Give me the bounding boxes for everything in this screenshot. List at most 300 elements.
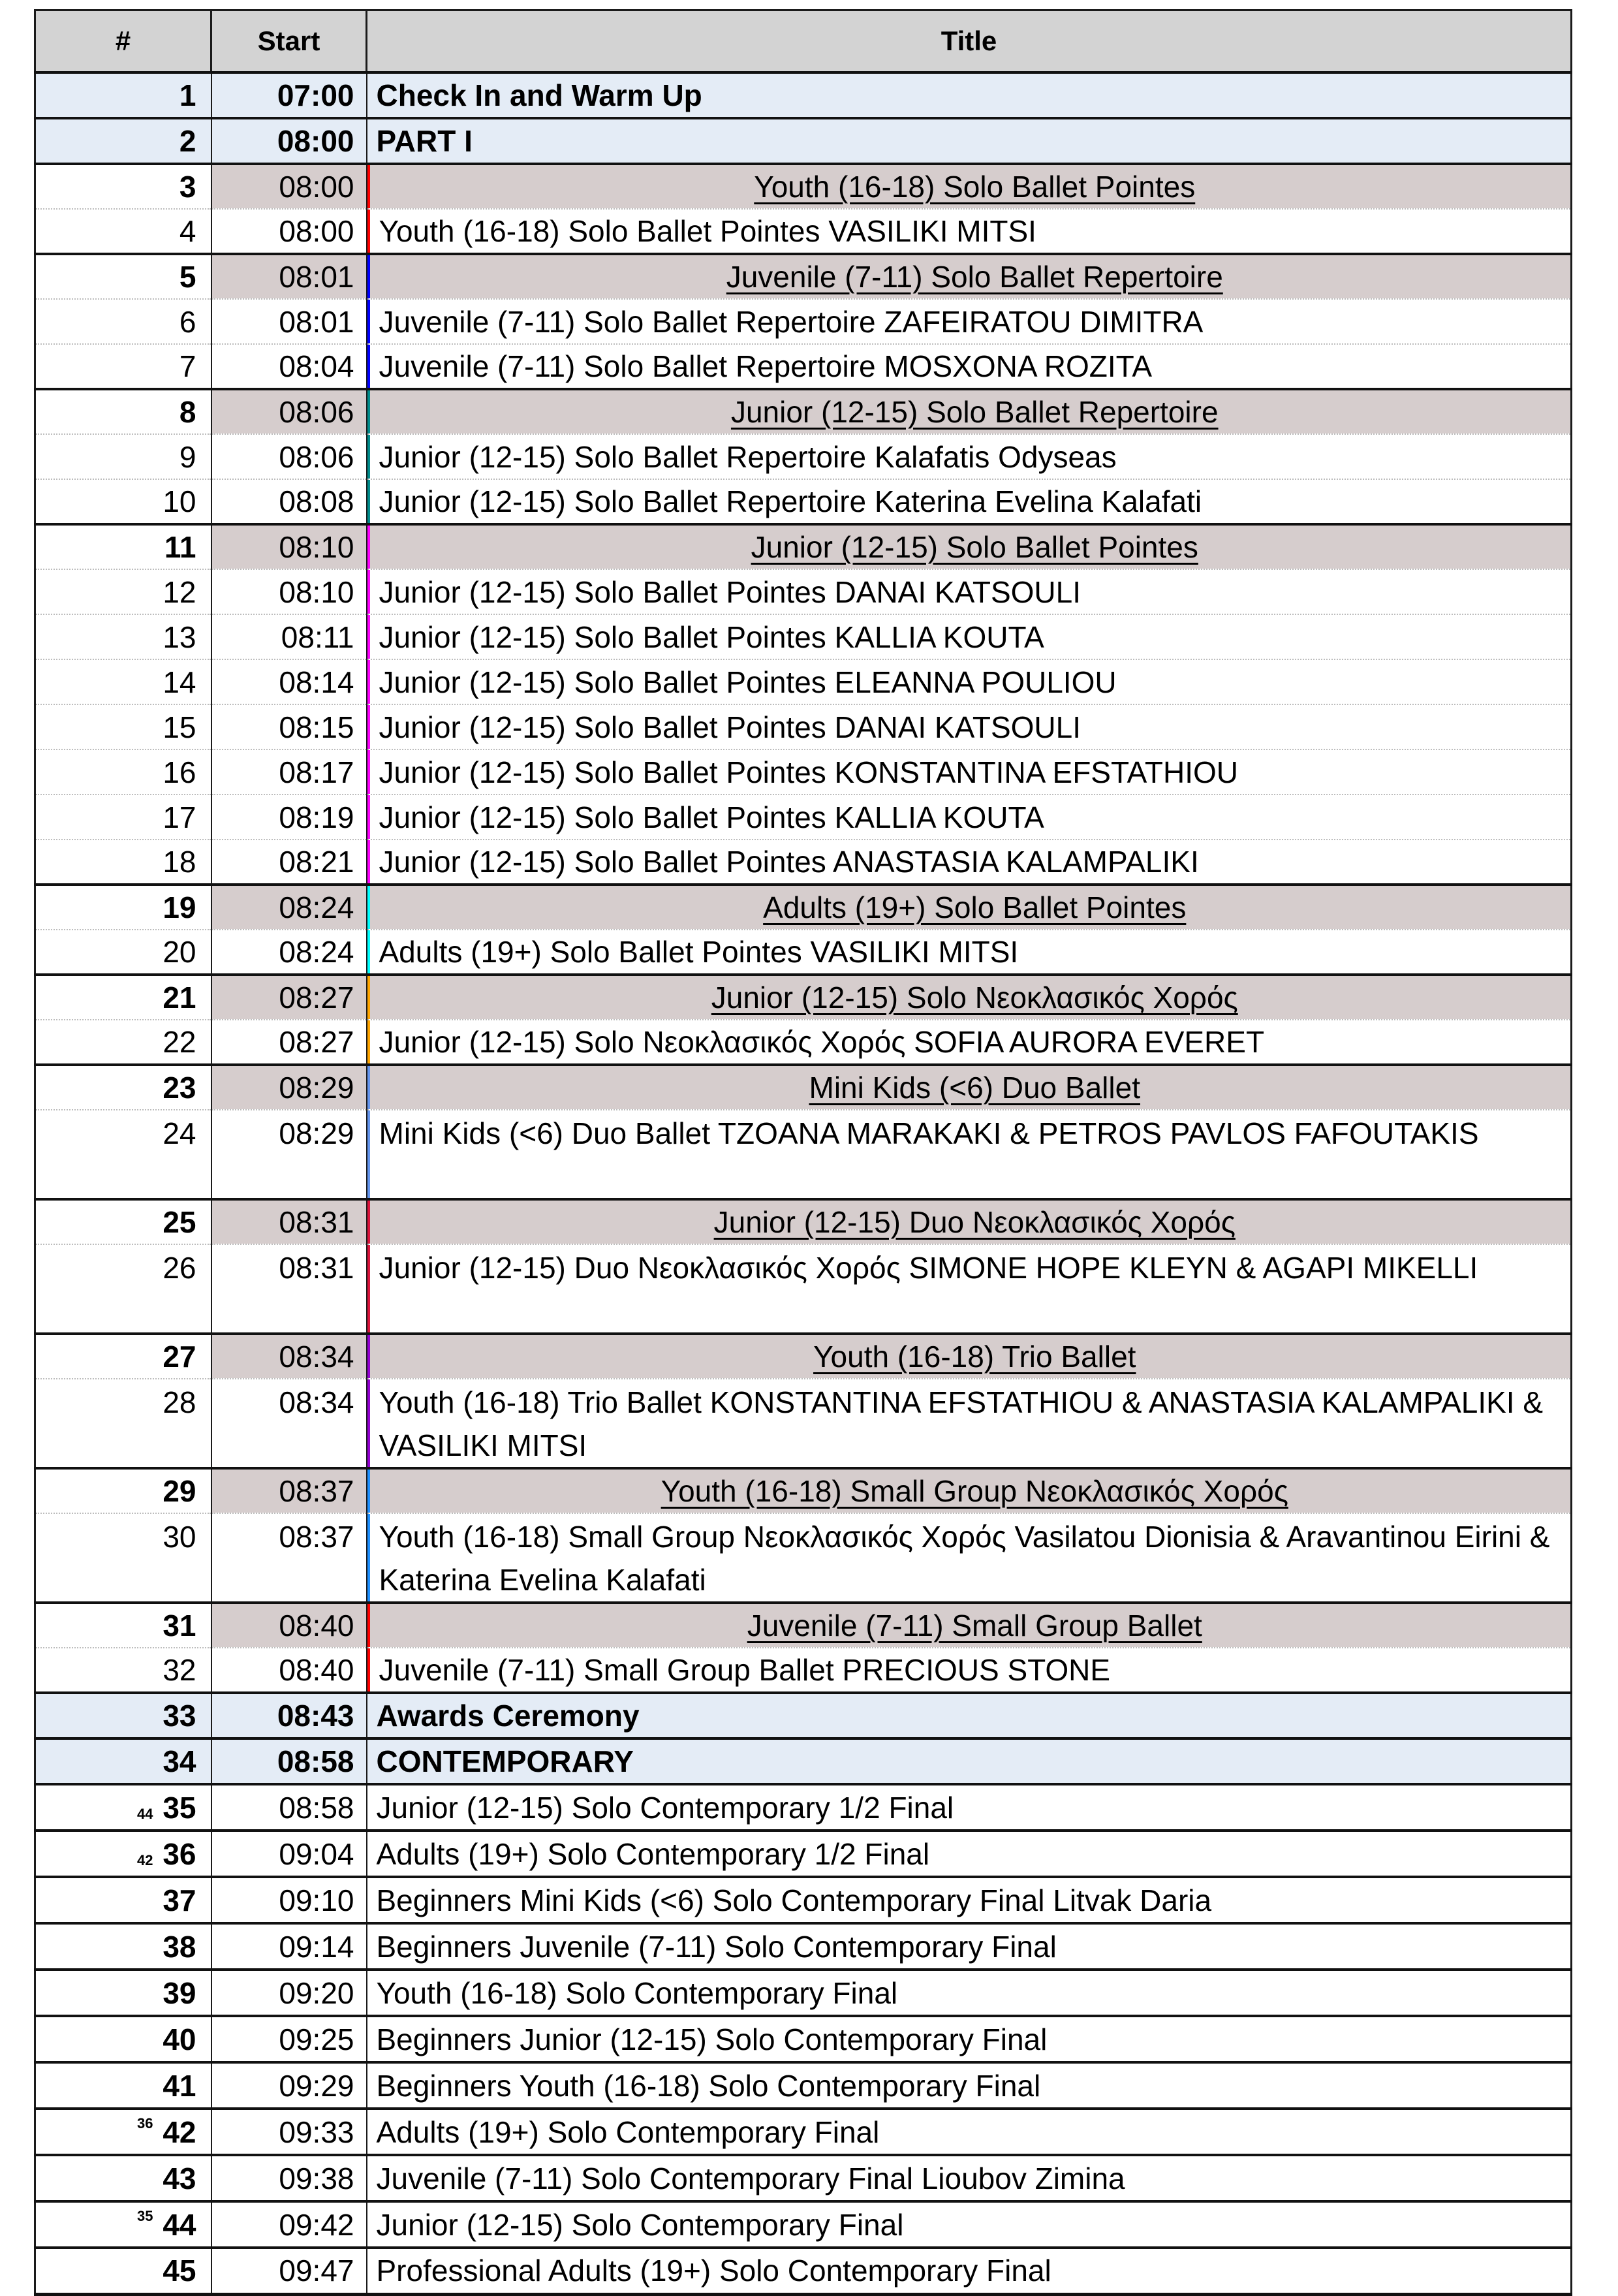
row-start-time: 08:37	[211, 1513, 367, 1603]
row-number-text: 4	[179, 214, 196, 248]
row-start-time: 09:04	[211, 1831, 367, 1877]
title-text: Juvenile (7-11) Solo Contemporary Final Lioubov Zimina	[376, 2161, 1125, 2195]
row-start-time: 09:29	[211, 2062, 367, 2109]
table-row[interactable]	[35, 209, 1572, 254]
row-start-time: 09:14	[211, 1923, 367, 1970]
row-number	[35, 704, 211, 749]
category-color-bar	[367, 975, 370, 1020]
table-row[interactable]	[35, 479, 1572, 524]
table-row[interactable]	[35, 614, 1572, 659]
row-number-text: 43	[163, 2161, 196, 2195]
row-number-text: 11	[164, 530, 196, 564]
row-number	[35, 614, 211, 659]
row-start-time: 08:34	[211, 1379, 367, 1468]
row-number-text: 15	[163, 710, 196, 744]
row-start-time: 08:34	[211, 1334, 367, 1379]
title-text: Junior (12-15) Solo Ballet Pointes DANAI KATSOULI	[379, 574, 1081, 609]
title-text: Junior (12-15) Solo Ballet Pointes KALLIA KOUTA	[379, 800, 1044, 834]
row-start-time: 08:14	[211, 659, 367, 704]
row-start-time: 08:43	[211, 1693, 367, 1738]
row-number-text: 41	[163, 2068, 196, 2103]
row-start-time: 08:31	[211, 1244, 367, 1334]
row-start-time: 08:08	[211, 479, 367, 524]
title-text: Junior (12-15) Solo Ballet Pointes ANASTASIA KALAMPALIKI	[379, 845, 1199, 879]
category-title	[367, 975, 1572, 1020]
row-number-text: 38	[163, 1929, 196, 1964]
row-number-text: 45	[163, 2254, 196, 2288]
row-number-text: 24	[163, 1116, 196, 1150]
table-row[interactable]	[35, 1738, 1572, 1784]
row-number-text: 5	[179, 260, 196, 294]
row-number	[35, 1110, 211, 1199]
title-text: Adults (19+) Solo Contemporary Final	[376, 2115, 880, 2149]
row-number	[35, 164, 211, 209]
row-number-text: 35	[163, 1790, 196, 1825]
category-color-bar	[367, 659, 370, 704]
row-number-text: 29	[163, 1474, 196, 1508]
table-row[interactable]	[35, 389, 1572, 434]
row-start-time: 08:19	[211, 794, 367, 840]
row-start-time: 09:47	[211, 2248, 367, 2294]
row-start-time: 09:33	[211, 2109, 367, 2155]
row-number	[35, 885, 211, 930]
row-start-time: 08:00	[211, 164, 367, 209]
title-text[interactable]: Mini Kids (<6) Duo Ballet	[809, 1071, 1140, 1105]
row-number	[35, 749, 211, 794]
row-number-text: 20	[163, 935, 196, 969]
category-title	[367, 885, 1572, 930]
row-start-time: 08:00	[211, 118, 367, 164]
entry-title	[367, 2062, 1572, 2109]
row-number-text: 7	[179, 349, 196, 383]
row-number	[35, 1065, 211, 1110]
entry-title	[367, 2201, 1572, 2248]
table-row[interactable]	[35, 930, 1572, 975]
category-color-bar	[367, 1199, 370, 1244]
table-row[interactable]	[35, 299, 1572, 344]
row-start-time: 08:06	[211, 389, 367, 434]
entry-title	[367, 1784, 1572, 1831]
category-color-bar	[367, 1020, 370, 1065]
row-number	[35, 975, 211, 1020]
category-title	[367, 254, 1572, 299]
row-start-time: 08:40	[211, 1603, 367, 1648]
row-number-text: 32	[163, 1653, 196, 1687]
row-number-text: 9	[179, 439, 196, 474]
category-title	[367, 1603, 1572, 1648]
table-row[interactable]	[35, 1334, 1572, 1379]
row-start-time: 09:38	[211, 2155, 367, 2201]
header-title[interactable]: Title	[367, 10, 1572, 73]
row-number-text: 37	[163, 1883, 196, 1917]
row-start-time: 08:06	[211, 434, 367, 479]
category-color-bar	[367, 840, 370, 885]
entry-title	[367, 479, 1572, 524]
row-number-text: 6	[179, 304, 196, 339]
title-text: Youth (16-18) Trio Ballet KONSTANTINA EFSTATHIOU & ANASTASIA KALAMPALIKI & VASILIKI MITSI	[379, 1385, 1544, 1462]
entry-title	[367, 840, 1572, 885]
table-row[interactable]	[35, 2155, 1572, 2201]
section-title	[367, 1693, 1572, 1738]
title-text: Professional Adults (19+) Solo Contemporary Final	[376, 2254, 1051, 2288]
table-row[interactable]	[35, 1877, 1572, 1923]
title-text: Junior (12-15) Solo Ballet Repertoire Kalafatis Odyseas	[379, 439, 1117, 474]
table-row[interactable]	[35, 2248, 1572, 2294]
title-text: Adults (19+) Solo Contemporary 1/2 Final	[376, 1836, 930, 1871]
entry-title	[367, 1244, 1572, 1334]
category-color-bar	[367, 614, 370, 659]
category-color-bar	[367, 479, 370, 524]
row-number	[35, 1784, 211, 1831]
row-number-text: 25	[163, 1205, 196, 1239]
title-text[interactable]: Adults (19+) Solo Ballet Pointes	[763, 890, 1187, 924]
title-text: Juvenile (7-11) Small Group Ballet PRECIOUS STONE	[379, 1653, 1111, 1687]
entry-title	[367, 1110, 1572, 1199]
row-number-text: 23	[163, 1071, 196, 1105]
row-start-time: 09:42	[211, 2201, 367, 2248]
entry-title	[367, 749, 1572, 794]
table-row[interactable]	[35, 524, 1572, 569]
table-row[interactable]	[35, 1648, 1572, 1693]
title-text: Junior (12-15) Duo Νεοκλασικός Χορός SIMONE HOPE KLEYN & AGAPI MIKELLI	[379, 1251, 1478, 1285]
row-number	[35, 2201, 211, 2248]
row-number	[35, 524, 211, 569]
table-row[interactable]	[35, 840, 1572, 885]
entry-title	[367, 2109, 1572, 2155]
table-row[interactable]	[35, 1065, 1572, 1110]
row-number	[35, 1970, 211, 2016]
row-start-time: 08:01	[211, 254, 367, 299]
row-number	[35, 1244, 211, 1334]
entry-title	[367, 2248, 1572, 2294]
category-color-bar	[367, 794, 370, 840]
row-number	[35, 569, 211, 614]
row-number-text: 14	[163, 665, 196, 699]
category-color-bar	[367, 930, 370, 975]
entry-title	[367, 1379, 1572, 1468]
title-text[interactable]: Junior (12-15) Solo Ballet Repertoire	[730, 395, 1219, 429]
title-text: Adults (19+) Solo Ballet Pointes VASILIKI MITSI	[379, 935, 1019, 969]
entry-title	[367, 434, 1572, 479]
row-number-text: 8	[179, 395, 196, 429]
row-number	[35, 1877, 211, 1923]
title-text: Youth (16-18) Solo Ballet Pointes VASILIKI MITSI	[379, 214, 1036, 248]
table-row[interactable]	[35, 1110, 1572, 1199]
category-title	[367, 1065, 1572, 1110]
table-row[interactable]	[35, 2109, 1572, 2155]
category-color-bar	[367, 1603, 370, 1648]
table-row[interactable]	[35, 1468, 1572, 1513]
row-number-text: 1	[179, 78, 196, 112]
row-number-text: 19	[163, 890, 196, 924]
title-text[interactable]: Junior (12-15) Duo Νεοκλασικός Χορός	[713, 1205, 1236, 1239]
table-row[interactable]	[35, 569, 1572, 614]
entry-title	[367, 209, 1572, 254]
row-start-time: 08:24	[211, 885, 367, 930]
row-start-time: 08:04	[211, 344, 367, 389]
title-text: Check In and Warm Up	[376, 78, 702, 112]
table-row[interactable]	[35, 1513, 1572, 1603]
category-color-bar	[367, 164, 370, 209]
title-text: Juvenile (7-11) Solo Ballet Repertoire MOSXONA ROZITA	[379, 349, 1152, 383]
row-number	[35, 389, 211, 434]
category-color-bar	[367, 704, 370, 749]
row-cross-reference: 44	[137, 1806, 153, 1822]
table-row[interactable]	[35, 72, 1572, 118]
row-number-text: 42	[163, 2115, 196, 2149]
schedule-rows	[35, 72, 1572, 2294]
category-color-bar	[367, 749, 370, 794]
entry-title	[367, 1970, 1572, 2016]
row-number	[35, 209, 211, 254]
row-start-time: 08:40	[211, 1648, 367, 1693]
title-text[interactable]: Youth (16-18) Trio Ballet	[813, 1340, 1136, 1374]
row-number-text: 22	[163, 1025, 196, 1059]
row-number	[35, 2155, 211, 2201]
title-text: Juvenile (7-11) Solo Ballet Repertoire ZAFEIRATOU DIMITRA	[379, 304, 1204, 339]
title-text: Youth (16-18) Solo Contemporary Final	[376, 1975, 898, 2010]
category-title	[367, 524, 1572, 569]
category-title	[367, 164, 1572, 209]
title-text: Junior (12-15) Solo Νεοκλασικός Χορός SOFIA AURORA EVERET	[379, 1025, 1265, 1059]
row-number-text: 33	[163, 1699, 196, 1733]
row-number	[35, 118, 211, 164]
category-color-bar	[367, 1379, 370, 1468]
row-number	[35, 299, 211, 344]
table-row[interactable]	[35, 1199, 1572, 1244]
row-number-text: 10	[163, 484, 196, 518]
category-color-bar	[367, 1513, 370, 1603]
category-color-bar	[367, 1334, 370, 1379]
title-text: Junior (12-15) Solo Ballet Pointes KONSTANTINA EFSTATHIOU	[379, 755, 1239, 789]
row-start-time: 08:17	[211, 749, 367, 794]
table-row[interactable]	[35, 1970, 1572, 2016]
schedule-sheet	[34, 9, 1570, 2296]
title-text: Beginners Juvenile (7-11) Solo Contemporary Final	[376, 1929, 1057, 1964]
row-number	[35, 1648, 211, 1693]
row-number-text: 2	[179, 124, 196, 158]
row-start-time: 08:27	[211, 975, 367, 1020]
row-start-time: 09:20	[211, 1970, 367, 2016]
category-title	[367, 1468, 1572, 1513]
title-text: Youth (16-18) Small Group Νεοκλασικός Χορός Vasilatou Dionisia & Aravantinou Eirini & Katerina Evelina Kalafati	[379, 1520, 1550, 1597]
category-title	[367, 1199, 1572, 1244]
row-number	[35, 1468, 211, 1513]
header-num[interactable]: #	[35, 10, 211, 73]
title-text[interactable]: Juvenile (7-11) Solo Ballet Repertoire	[726, 260, 1223, 294]
row-number	[35, 930, 211, 975]
row-number-text: 18	[163, 845, 196, 879]
category-color-bar	[367, 1110, 370, 1199]
table-row[interactable]	[35, 1379, 1572, 1468]
table-row[interactable]	[35, 659, 1572, 704]
row-start-time: 08:00	[211, 209, 367, 254]
row-number	[35, 254, 211, 299]
row-start-time: 08:37	[211, 1468, 367, 1513]
title-text: Junior (12-15) Solo Contemporary Final	[376, 2207, 904, 2242]
entry-title	[367, 794, 1572, 840]
row-number	[35, 2109, 211, 2155]
category-color-bar	[367, 344, 370, 389]
entry-title	[367, 2016, 1572, 2062]
row-number	[35, 2062, 211, 2109]
title-text[interactable]: Junior (12-15) Solo Νεοκλασικός Χορός	[711, 981, 1238, 1014]
row-number	[35, 1199, 211, 1244]
row-number-text: 44	[163, 2207, 196, 2242]
title-text: Beginners Mini Kids (<6) Solo Contemporary Final Litvak Daria	[376, 1883, 1212, 1917]
row-number-text: 28	[163, 1385, 196, 1419]
row-number	[35, 659, 211, 704]
table-row[interactable]	[35, 2016, 1572, 2062]
row-cross-reference: 36	[137, 2115, 153, 2131]
title-text[interactable]: Youth (16-18) Solo Ballet Pointes	[754, 170, 1196, 204]
entry-title	[367, 2155, 1572, 2201]
row-start-time: 09:10	[211, 1877, 367, 1923]
title-text: Beginners Junior (12-15) Solo Contemporary Final	[376, 2022, 1048, 2056]
row-start-time: 08:27	[211, 1020, 367, 1065]
title-text: Awards Ceremony	[376, 1699, 640, 1733]
row-number	[35, 72, 211, 118]
category-title	[367, 1334, 1572, 1379]
category-color-bar	[367, 299, 370, 344]
row-number	[35, 434, 211, 479]
table-row[interactable]	[35, 749, 1572, 794]
table-row[interactable]	[35, 885, 1572, 930]
title-text: Junior (12-15) Solo Ballet Repertoire Katerina Evelina Kalafati	[379, 484, 1202, 518]
row-start-time: 08:11	[211, 614, 367, 659]
category-title	[367, 389, 1572, 434]
title-text[interactable]: Youth (16-18) Small Group Νεοκλασικός Χορός	[661, 1474, 1288, 1508]
table-row[interactable]	[35, 164, 1572, 209]
row-number	[35, 840, 211, 885]
title-text: PART I	[376, 124, 473, 158]
title-text: Beginners Youth (16-18) Solo Contemporary Final	[376, 2068, 1041, 2103]
table-row[interactable]	[35, 1693, 1572, 1738]
row-number-text: 27	[163, 1340, 196, 1374]
table-row[interactable]	[35, 254, 1572, 299]
row-number	[35, 1020, 211, 1065]
title-text[interactable]: Junior (12-15) Solo Ballet Pointes	[751, 530, 1198, 564]
table-row[interactable]	[35, 1831, 1572, 1877]
row-start-time: 08:31	[211, 1199, 367, 1244]
table-row[interactable]	[35, 2201, 1572, 2248]
row-start-time: 08:29	[211, 1065, 367, 1110]
row-start-time: 08:58	[211, 1738, 367, 1784]
row-number-text: 3	[179, 170, 196, 204]
row-number-text: 36	[163, 1836, 196, 1871]
table-row[interactable]	[35, 975, 1572, 1020]
row-number-text: 26	[163, 1251, 196, 1285]
row-start-time: 07:00	[211, 72, 367, 118]
row-start-time: 08:15	[211, 704, 367, 749]
category-color-bar	[367, 254, 370, 299]
row-number-text: 16	[163, 755, 196, 789]
row-start-time: 08:10	[211, 524, 367, 569]
row-number	[35, 1603, 211, 1648]
table-row[interactable]	[35, 1784, 1572, 1831]
table-row[interactable]	[35, 1244, 1572, 1334]
entry-title	[367, 1877, 1572, 1923]
title-text: CONTEMPORARY	[376, 1744, 634, 1778]
title-text: Junior (12-15) Solo Ballet Pointes ELEANNA POULIOU	[379, 665, 1117, 699]
row-number	[35, 1923, 211, 1970]
row-number-text: 12	[163, 574, 196, 609]
category-color-bar	[367, 1244, 370, 1334]
title-text: Junior (12-15) Solo Ballet Pointes DANAI KATSOULI	[379, 710, 1081, 744]
entry-title	[367, 569, 1572, 614]
row-start-time: 08:24	[211, 930, 367, 975]
category-color-bar	[367, 209, 370, 254]
row-start-time: 08:58	[211, 1784, 367, 1831]
category-color-bar	[367, 569, 370, 614]
entry-title	[367, 614, 1572, 659]
category-color-bar	[367, 524, 370, 569]
header-start[interactable]: Start	[211, 10, 367, 73]
title-text: Junior (12-15) Solo Ballet Pointes KALLIA KOUTA	[379, 620, 1044, 654]
entry-title	[367, 930, 1572, 975]
row-number	[35, 794, 211, 840]
row-number-text: 31	[163, 1609, 196, 1643]
row-start-time: 08:10	[211, 569, 367, 614]
entry-title	[367, 659, 1572, 704]
row-number-text: 39	[163, 1975, 196, 2010]
entry-title	[367, 704, 1572, 749]
row-number-text: 40	[163, 2022, 196, 2056]
row-number	[35, 1334, 211, 1379]
entry-title	[367, 1648, 1572, 1693]
row-number-text: 30	[163, 1520, 196, 1554]
row-start-time: 08:01	[211, 299, 367, 344]
table-row[interactable]	[35, 1923, 1572, 1970]
section-title	[367, 72, 1572, 118]
row-number	[35, 2248, 211, 2294]
row-number-text: 17	[163, 800, 196, 834]
table-row[interactable]	[35, 434, 1572, 479]
entry-title	[367, 344, 1572, 389]
row-number	[35, 1379, 211, 1468]
entry-title	[367, 1513, 1572, 1603]
row-number-text: 21	[163, 981, 196, 1014]
row-number	[35, 2016, 211, 2062]
category-color-bar	[367, 885, 370, 930]
schedule-table	[34, 9, 1572, 2296]
entry-title	[367, 1020, 1572, 1065]
row-number	[35, 1513, 211, 1603]
row-number	[35, 344, 211, 389]
row-number-text: 34	[163, 1744, 196, 1778]
title-text[interactable]: Juvenile (7-11) Small Group Ballet	[747, 1609, 1202, 1643]
title-text: Junior (12-15) Solo Contemporary 1/2 Final	[376, 1790, 954, 1825]
row-start-time: 08:29	[211, 1110, 367, 1199]
row-number-text: 13	[163, 620, 196, 654]
category-color-bar	[367, 1065, 370, 1110]
table-row[interactable]	[35, 704, 1572, 749]
row-start-time: 08:21	[211, 840, 367, 885]
row-number	[35, 1738, 211, 1784]
category-color-bar	[367, 1468, 370, 1513]
section-title	[367, 1738, 1572, 1784]
section-title	[367, 118, 1572, 164]
table-row[interactable]	[35, 2062, 1572, 2109]
table-row[interactable]	[35, 344, 1572, 389]
row-number	[35, 479, 211, 524]
table-row[interactable]	[35, 118, 1572, 164]
header-row	[35, 10, 1572, 73]
table-row[interactable]	[35, 1603, 1572, 1648]
category-color-bar	[367, 434, 370, 479]
table-row[interactable]	[35, 1020, 1572, 1065]
table-row[interactable]	[35, 794, 1572, 840]
